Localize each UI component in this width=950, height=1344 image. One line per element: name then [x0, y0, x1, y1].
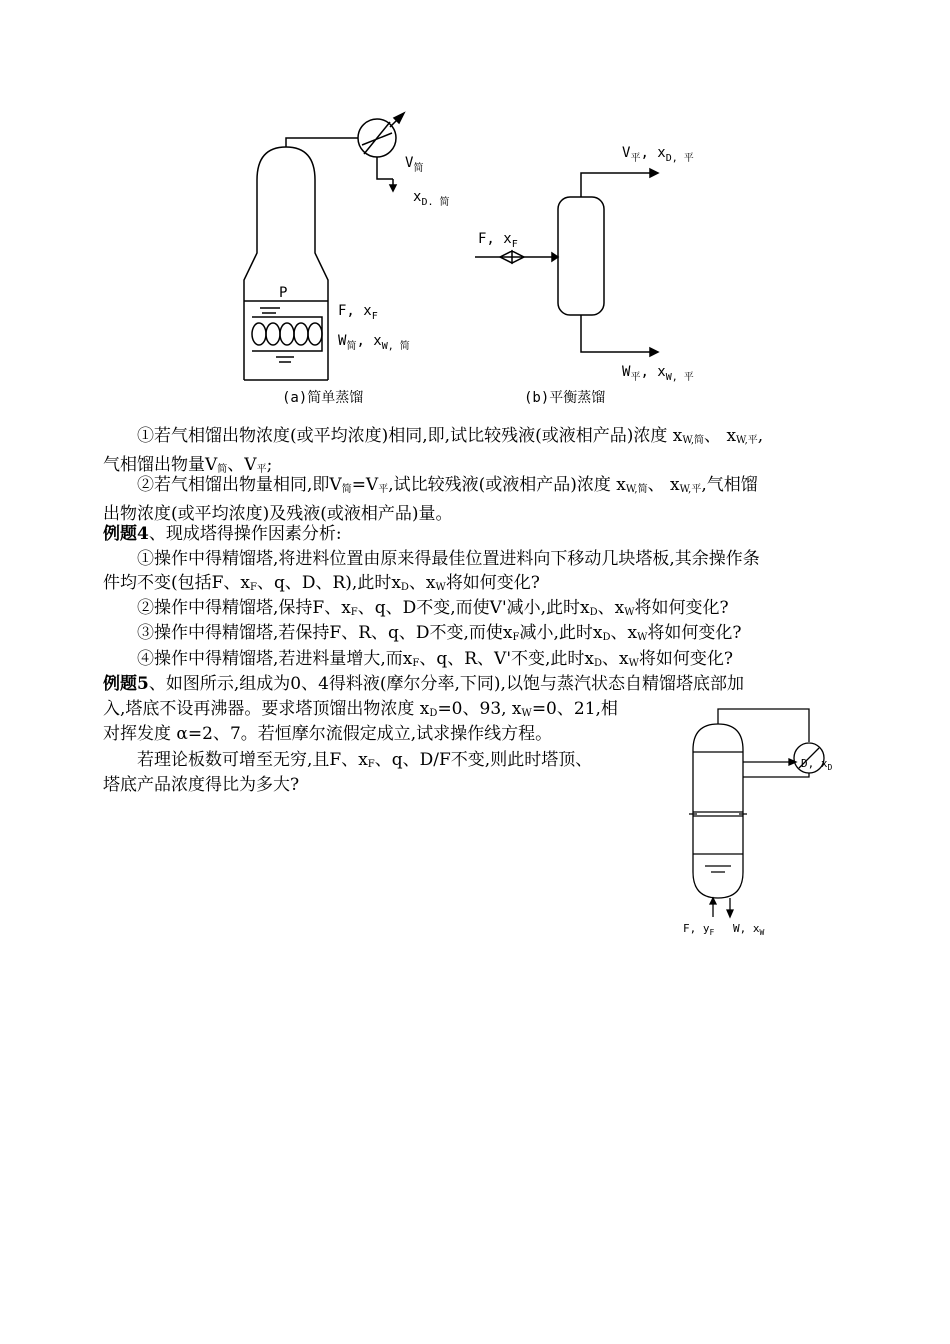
q1-sub: W,平 [736, 435, 758, 446]
q1-text: ①若气相馏出物浓度(或平均浓度)相同,即,试比较残液(或液相产品)浓度 x [137, 426, 683, 446]
example-4-heading [103, 522, 853, 546]
example-5-text: =0、21,相 [531, 699, 618, 719]
q1-sub: 简 [217, 464, 228, 475]
q2-sub: 简 [341, 484, 352, 495]
q1-text: 气相馏出物量V [103, 455, 218, 475]
label-v-simple: $V_简$ [405, 155, 424, 174]
example-5-sub: W [521, 708, 532, 719]
q1-text: 、 x [704, 426, 737, 446]
q2-text: ,气相馏 [701, 475, 758, 495]
example-5-sub: D [429, 708, 438, 719]
q2-sub: W,平 [679, 484, 702, 495]
q2-text: 出物浓度(或平均浓度)及残液(或液相产品)量。 [103, 504, 453, 524]
item-sub: F [512, 632, 520, 643]
item-text: 、q、D、R),此时x [256, 573, 401, 593]
item-text: 、x [597, 598, 625, 618]
question-2 [103, 473, 853, 526]
item-sub: F [250, 582, 257, 593]
label-v-equil: $V_平$, $x_{D, 平}$ [622, 145, 694, 164]
q1-text: , [757, 426, 764, 446]
item-sub: F [350, 607, 358, 618]
label-top-product: D, $x_D$ [801, 757, 833, 772]
item-text: 件均不变(包括F、x [103, 573, 251, 593]
item-text: ③操作中得精馏塔,若保持F、R、q、D不变,而使x [137, 623, 513, 643]
q2-sub: W,简 [625, 484, 648, 495]
q1-text: ; [266, 455, 273, 475]
item-sub: D [602, 632, 611, 643]
item-sub: D [589, 607, 598, 618]
caption-simple: (a)简单蒸馏 [282, 390, 364, 406]
item-text: 将如何变化? [634, 598, 729, 618]
item-text: 将如何变化? [647, 623, 742, 643]
example-5-text: 塔底产品浓度得比为多大? [103, 775, 300, 795]
example-4-item-1 [103, 547, 853, 600]
item-sub: D [400, 582, 409, 593]
item-text: 、x [602, 649, 629, 669]
item-sub: W [637, 632, 648, 643]
item-text: ②操作中得精馏塔,保持F、x [137, 598, 351, 618]
figure-example-5 [675, 702, 855, 942]
item-text: 减小,此时x [519, 623, 603, 643]
coil-box [252, 317, 322, 351]
q2-sub: 平 [378, 484, 389, 495]
example-5-line-3 [103, 722, 663, 746]
item-sub: F [412, 658, 420, 669]
q2-text: ,试比较残液(或液相产品)浓度 x [388, 475, 626, 495]
q1-text: 、V [227, 455, 257, 475]
figure-top [230, 105, 730, 410]
label-feed: F, $y_F$ [683, 922, 715, 937]
item-text: 将如何变化? [638, 649, 734, 669]
example-4-title: 例题4 [103, 524, 149, 544]
item-sub: W [628, 658, 639, 669]
example-5-title: 例题5 [103, 674, 149, 694]
item-text: 、q、D不变,而使V'减小,此时x [357, 598, 590, 618]
example-5-text: 入,塔底不设再沸器。要求塔顶馏出物浓度 x [103, 699, 430, 719]
example-5-text: 若理论板数可增至无穷,且F、x [137, 750, 368, 770]
distillation-column [689, 709, 824, 917]
example-5-text: 对挥发度 α=2、7。若恒摩尔流假定成立,试求操作线方程。 [103, 724, 553, 744]
item-sub: W [624, 607, 635, 618]
example-5-text: =0、93, x [437, 699, 522, 719]
q2-text: =V [351, 475, 379, 495]
item-text: 将如何变化? [445, 573, 540, 593]
q1-sub: W,简 [682, 435, 705, 446]
label-liquid-equil: $W_平$, $x_{W, 平}$ [622, 364, 694, 383]
label-xd-simple: $x_{D. 简}$ [413, 189, 450, 208]
distillation-diagrams [230, 105, 730, 410]
equilibrium-distillation-diagram [475, 169, 658, 356]
example-5-text: 、如图所示,组成为0、4得料液(摩尔分率,下同),以饱与蒸汽状态自精馏塔底部加 [148, 674, 744, 694]
q2-text: ②若气相馏出物量相同,即V [137, 475, 342, 495]
item-sub: D [593, 658, 603, 669]
label-feed-equil: F, $x_F$ [478, 231, 518, 250]
item-text: ①操作中得精馏塔,将进料位置由原来得最佳位置进料向下移动几块塔板,其余操作条 [137, 549, 760, 569]
example-5-text: 、q、D/F不变,则此时塔顶、 [374, 750, 593, 770]
label-p: P [279, 285, 288, 301]
item-text: 、x [408, 573, 436, 593]
example-5-line-5 [103, 773, 663, 797]
example-5-sub: F [367, 759, 375, 770]
label-feed-simple: F, $x_F$ [338, 303, 378, 322]
item-text: 、q、R、V'不变,此时x [419, 649, 594, 669]
flash-drum [558, 197, 604, 315]
caption-equil: (b)平衡蒸馏 [524, 390, 606, 406]
example-4-item-3 [103, 621, 853, 650]
q2-text: 、 x [647, 475, 680, 495]
item-sub: W [435, 582, 446, 593]
item-text: 、x [610, 623, 638, 643]
label-bottom-product: W, $x_W$ [733, 922, 765, 937]
label-residue-simple: $W_简$, $x_{W, 简}$ [338, 333, 410, 352]
q1-sub: 平 [256, 464, 267, 475]
example-5-line-1 [103, 672, 853, 696]
example-4-text: 、现成塔得操作因素分析: [148, 524, 342, 544]
column-diagram [675, 702, 855, 942]
vapor-line [286, 138, 358, 147]
item-text: ④操作中得精馏塔,若进料量增大,而x [137, 649, 413, 669]
